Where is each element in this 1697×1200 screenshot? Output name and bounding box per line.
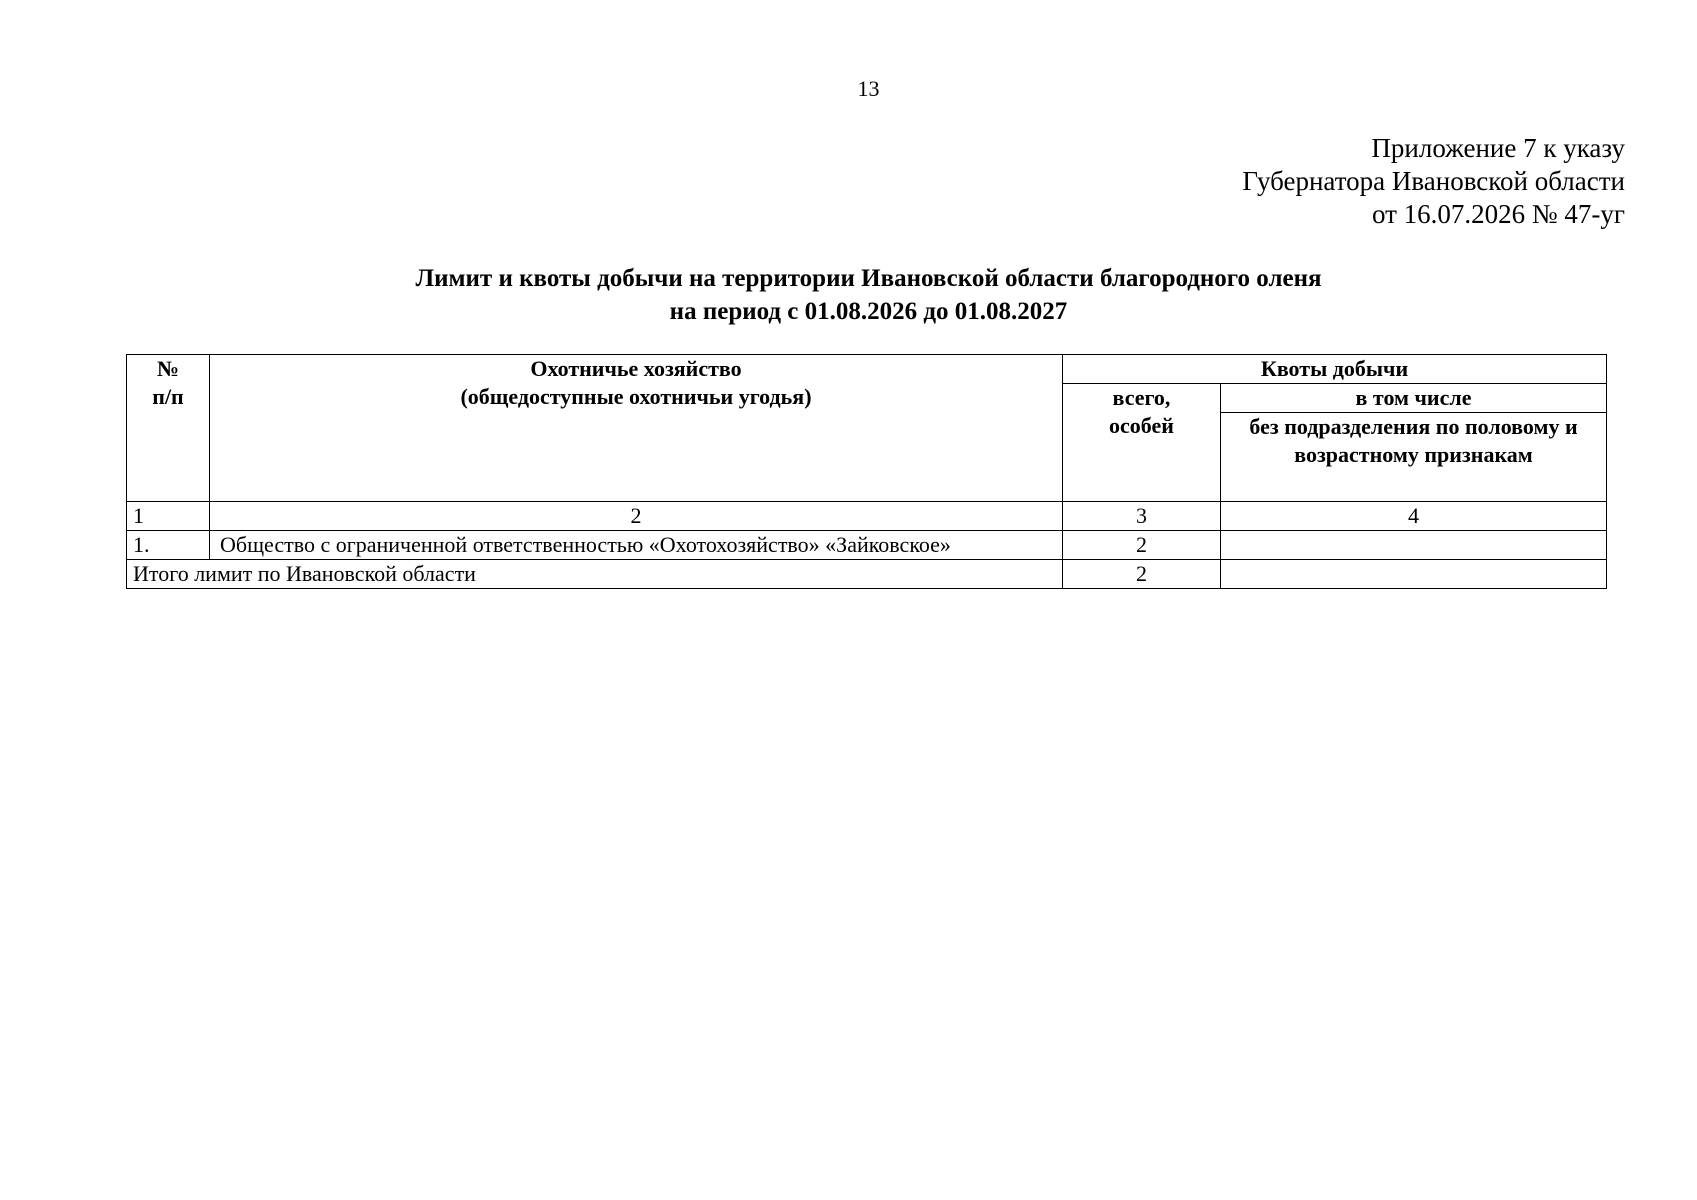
row-total: 2 — [1063, 531, 1221, 560]
summary-row — [127, 560, 1607, 589]
header-total — [1063, 384, 1221, 502]
column-number-row — [127, 502, 1607, 531]
header-total-line-1: всего, — [1112, 385, 1171, 410]
header-quotas: Квоты добычи — [1063, 355, 1607, 384]
header-no-division: без подразделения по половому и возрастному признакам — [1221, 413, 1607, 502]
header-number-line-2: п/п — [152, 384, 184, 409]
appendix-reference — [1242, 132, 1625, 231]
document-title — [0, 262, 1697, 328]
appendix-line-1: Приложение 7 к указу — [1371, 133, 1625, 163]
document-title-line-2: на период с 01.08.2026 до 01.08.2027 — [669, 298, 1068, 325]
header-farm-line-1: Охотничье хозяйство — [530, 356, 742, 381]
row-farm-name: Общество с ограниченной ответственностью «Охотохозяйство» «Зайковское» — [210, 531, 1063, 560]
header-number — [127, 355, 210, 502]
row-number: 1. — [127, 531, 210, 560]
quota-table — [126, 354, 1607, 589]
appendix-line-3: от 16.07.2026 № 47-уг — [1371, 199, 1625, 229]
summary-total: 2 — [1063, 560, 1221, 589]
column-number-2: 2 — [210, 502, 1063, 531]
page-number: 13 — [857, 76, 880, 101]
header-hunting-farm — [210, 355, 1063, 502]
header-total-line-2: особей — [1109, 413, 1174, 438]
appendix-line-2: Губернатора Ивановской области — [1242, 166, 1625, 196]
document-title-line-1: Лимит и квоты добычи на территории Ивановской области благородного оленя — [415, 265, 1322, 292]
column-number-3: 3 — [1063, 502, 1221, 531]
header-farm-line-2: (общедоступные охотничьи угодья) — [460, 384, 812, 409]
table-row — [127, 531, 1607, 560]
row-no-division — [1221, 531, 1607, 560]
header-including: в том числе — [1221, 384, 1607, 413]
summary-label: Итого лимит по Ивановской области — [127, 560, 1063, 589]
column-number-1: 1 — [127, 502, 210, 531]
header-number-line-1: № — [156, 356, 180, 381]
header-row-1 — [127, 355, 1607, 384]
summary-no-division — [1221, 560, 1607, 589]
column-number-4: 4 — [1221, 502, 1607, 531]
